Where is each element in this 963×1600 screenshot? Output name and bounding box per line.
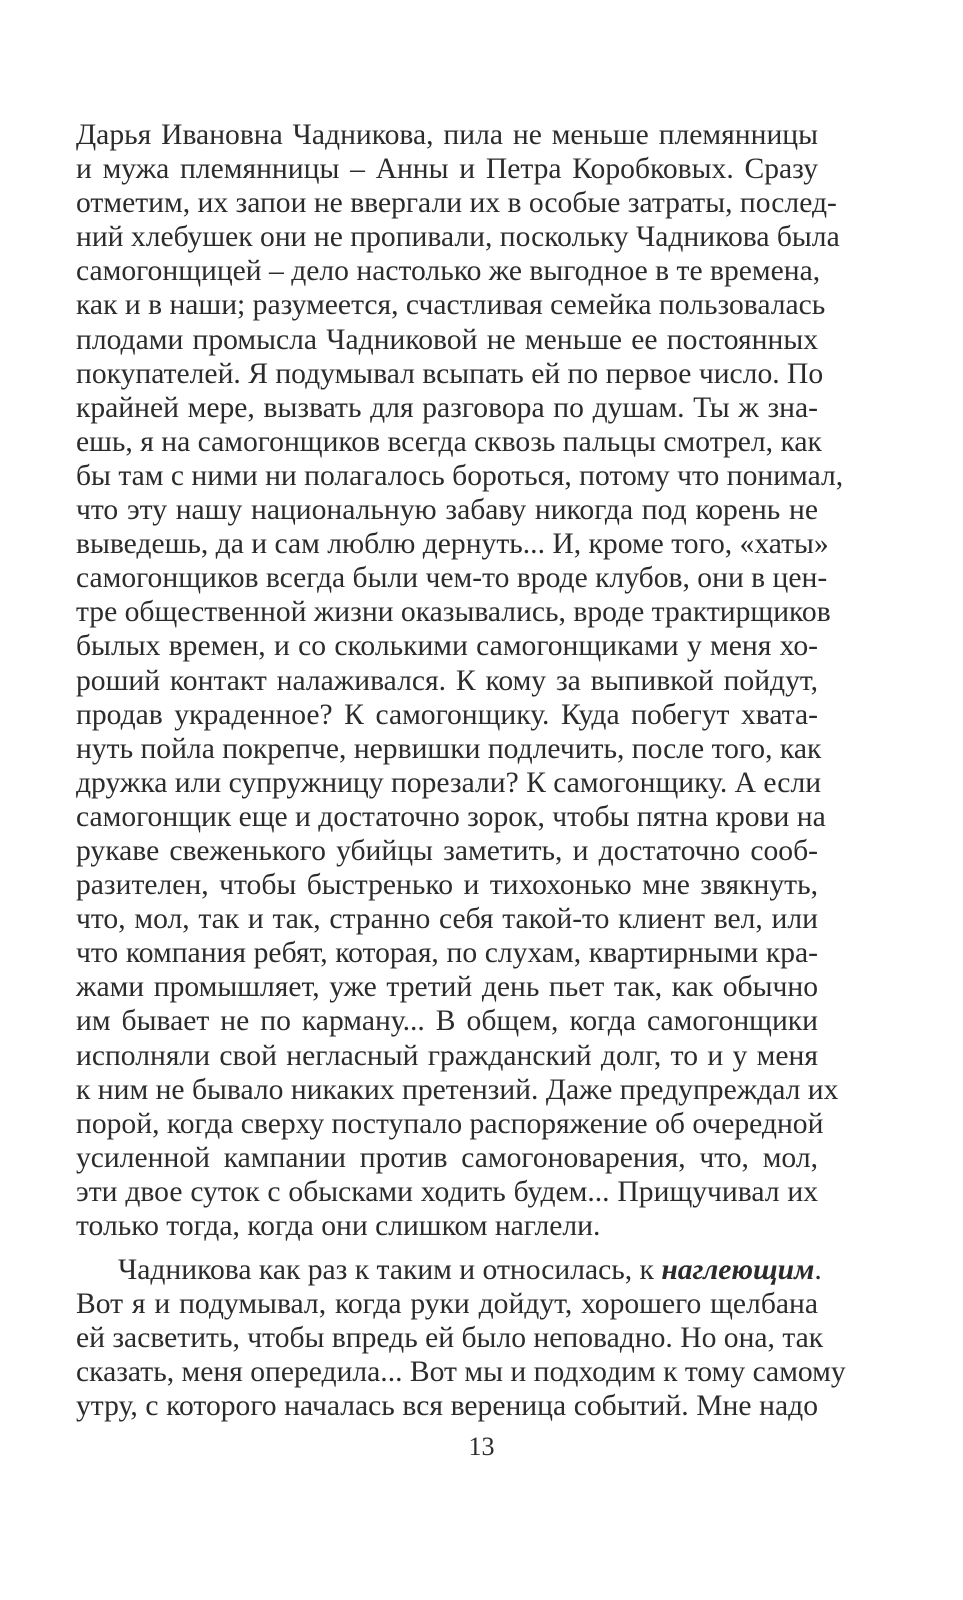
text-line: дружка или супружницу порезали? К самогонщику. А если: [76, 766, 822, 799]
text-line: роший контакт налаживался. К кому за выпивкой пойдут,: [76, 664, 818, 697]
text-line: им бывает не по карману... В общем, когда самогонщики: [76, 1005, 818, 1038]
page-number: 13: [468, 1432, 495, 1461]
paragraph-gap: [76, 1243, 818, 1253]
text-line: разителен, чтобы быстренько и тихохонько мне звякнуть,: [76, 869, 818, 902]
text-line: самогонщицей – дело настолько же выгодное в те времена,: [76, 255, 821, 288]
text-line: и мужа племянницы – Анны и Петра Коробковых. Сразу: [76, 153, 818, 186]
text-run: .: [814, 1254, 822, 1287]
text-line: только тогда, когда они слишком наглели.: [76, 1210, 601, 1242]
text-line: рукаве свеженького убийцы заметить, и достаточно сооб-: [76, 834, 818, 867]
text-run: Чадникова как раз к таким и относилась, к: [118, 1254, 662, 1287]
text-line: Вот я и подумывал, когда руки дойдут, хорошего щелбана: [76, 1288, 818, 1321]
text-line: выведешь, да и сам люблю дернуть... И, кроме того, «хаты»: [76, 528, 829, 561]
text-line: утру, с которого началась вся вереница событий. Мне надо: [76, 1390, 818, 1423]
text-line: усиленной кампании против самогоноварения, что, мол,: [76, 1141, 818, 1174]
text-line: самогонщиков всегда были чем-то вроде клубов, они в цен-: [76, 562, 828, 595]
text-line: эти двое суток с обысками ходить будем... Прищучивал их: [76, 1175, 818, 1208]
text-line-indented: [76, 1253, 822, 1287]
text-line: отметим, их запои не ввергали их в особые затраты, послед-: [76, 187, 837, 220]
text-line: ешь, я на самогонщиков всегда сквозь пальцы смотрел, как: [76, 425, 822, 458]
text-line: Дарья Ивановна Чадникова, пила не меньше племянницы: [76, 119, 818, 151]
text-line: крайней мере, вызвать для разговора по душам. Ты ж зна-: [76, 391, 818, 424]
text-line: плодами промысла Чадниковой не меньше ее постоянных: [76, 323, 818, 356]
text-line: ний хлебушек они не пропивали, поскольку Чадникова была: [76, 221, 840, 254]
paragraph-1: [76, 118, 844, 1243]
text-line: что эту нашу национальную забаву никогда под корень не: [76, 494, 818, 527]
text-line: сказать, меня опередила... Вот мы и подходим к тому самому: [76, 1356, 846, 1389]
text-line: тре общественной жизни оказывались, вроде трактирщиков: [76, 596, 831, 629]
text-line: нуть пойла покрепче, нервишки подлечить, после того, как: [76, 732, 822, 765]
text-line: ей засветить, чтобы впредь ей было неповадно. Но она, так: [76, 1322, 824, 1355]
text-line: как и в наши; разумеется, счастливая семейка пользовалась: [76, 289, 826, 322]
text-line: исполняли свой негласный гражданский долг, то и у меня: [76, 1039, 818, 1072]
text-line: что компания ребят, которая, по слухам, квартирными кра-: [76, 937, 818, 970]
text-line: жами промышляет, уже третий день пьет так, как обычно: [76, 971, 818, 1004]
text-line: к ним не бывало никаких претензий. Даже предупреждал их: [76, 1073, 839, 1106]
page-text: [76, 118, 846, 1424]
text-line: что, мол, так и так, странно себя такой-то клиент вел, или: [76, 903, 818, 936]
text-line: порой, когда сверху поступало распоряжение об очередной: [76, 1107, 824, 1140]
text-line: самогонщик еще и достаточно зорок, чтобы пятна крови на: [76, 800, 826, 833]
text-line: продав украденное? К самогонщику. Куда побегут хвата-: [76, 698, 818, 731]
text-line: былых времен, и со сколькими самогонщиками у меня хо-: [76, 630, 818, 663]
paragraph-2: [76, 1253, 846, 1423]
emphasized-word: наглеющим: [661, 1254, 815, 1287]
text-line: бы там с ними ни полагалось бороться, потому что понимал,: [76, 459, 844, 492]
text-line: покупателей. Я подумывал всыпать ей по первое число. По: [76, 357, 824, 390]
